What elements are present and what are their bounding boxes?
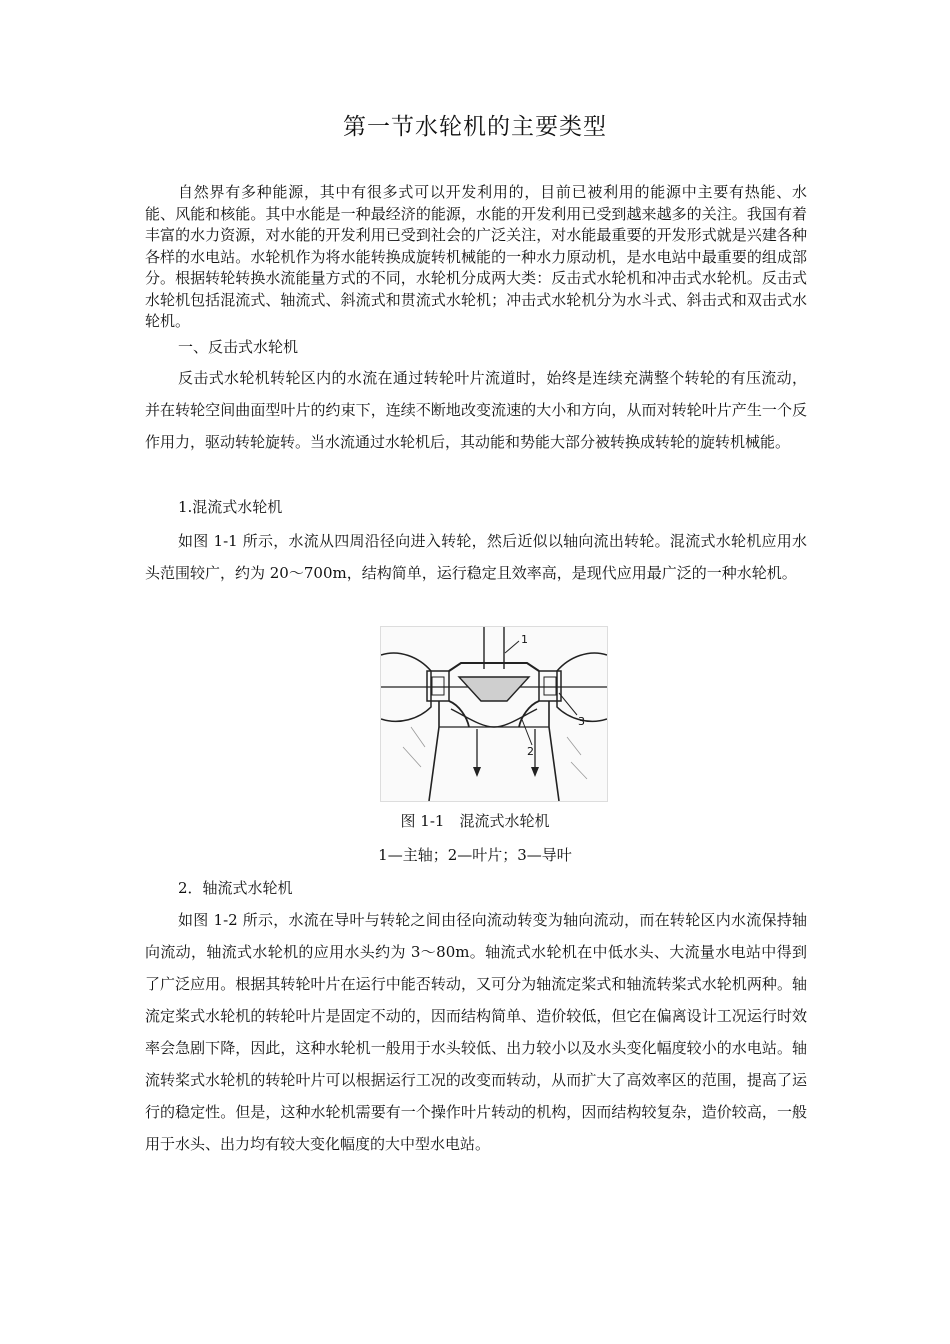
intro-paragraph: 自然界有多种能源，其中有很多式可以开发利用的，目前已被利用的能源中主要有热能、水能、风能和核能。其中水能是一种最经济的能源，水能的开发利用已受到越来越多的关注。我国有着丰富的水力资源，对水能的开发利用已受到社会的广泛关注，对水能最重要的开发形式就是兴建各种各样的水电站。水轮机作为将水能转换成旋转机械能的一种水力原动机，是水电站中最重要的组成部分。根据转轮转换水流能量方式的不同，水轮机分成两大类：反击式水轮机和冲击式水轮机。反击式水轮机包括混流式、轴流式、斜流式和贯流式水轮机；冲击式水轮机分为水斗式、斜击式和双击式水轮机。 [145,183,807,330]
section-heading-reaction-turbine: 一、反击式水轮机 [178,338,299,356]
francis-turbine-diagram [381,627,607,801]
reaction-turbine-paragraph: 反击式水轮机转轮区内的水流在通过转轮叶片流道时，始终是连续充满整个转轮的有压流动，并在转轮空间曲面型叶片的约束下，连续不断地改变流速的大小和方向，从而对转轮叶片产生一个反作用力，驱动转轮旋转。当水流通过水轮机后，其动能和势能大部分被转换成转轮的旋转机械能。 [145,369,807,451]
subsection-heading-francis: 1.混流式水轮机 [178,498,283,516]
figure-label-2: 2 [527,745,534,758]
subsection-heading-kaplan: 2．轴流式水轮机 [178,879,293,897]
page-title: 第一节水轮机的主要类型 [343,114,607,140]
francis-paragraph: 如图 1-1 所示，水流从四周沿径向进入转轮，然后近似以轴向流出转轮。混流式水轮机应用水头范围较广，约为 20～700m，结构简单，运行稳定且效率高，是现代应用最广泛的一种水轮机。 [145,532,807,582]
kaplan-paragraph: 如图 1-2 所示，水流在导叶与转轮之间由径向流动转变为轴向流动，而在转轮区内水流保持轴向流动，轴流式水轮机的应用水头约为 3～80m。轴流式水轮机在中低水头、大流量水电站中得到了广泛应用。根据其转轮叶片在运行中能否转动，又可分为轴流定桨式和轴流转桨式水轮机两种。轴流定桨式水轮机的转轮叶片是固定不动的，因而结构简单、造价较低，但它在偏离设计工况运行时效率会急剧下降，因此，这种水轮机一般用于水头较低、出力较小以及水头变化幅度较小的水电站。轴流转桨式水轮机的转轮叶片可以根据运行工况的改变而转动，从而扩大了高效率区的范围，提高了运行的稳定性。但是，这种水轮机需要有一个操作叶片转动的机构，因而结构较复杂，造价较高，一般用于水头、出力均有较大变化幅度的大中型水电站。 [145,911,807,1153]
figure-label-3: 3 [578,715,585,728]
figure-label-1: 1 [521,633,528,646]
francis-turbine-figure [380,626,608,802]
figure-legend: 1—主轴；2—叶片；3—导叶 [378,846,572,864]
figure-caption: 图 1-1 混流式水轮机 [400,812,550,830]
